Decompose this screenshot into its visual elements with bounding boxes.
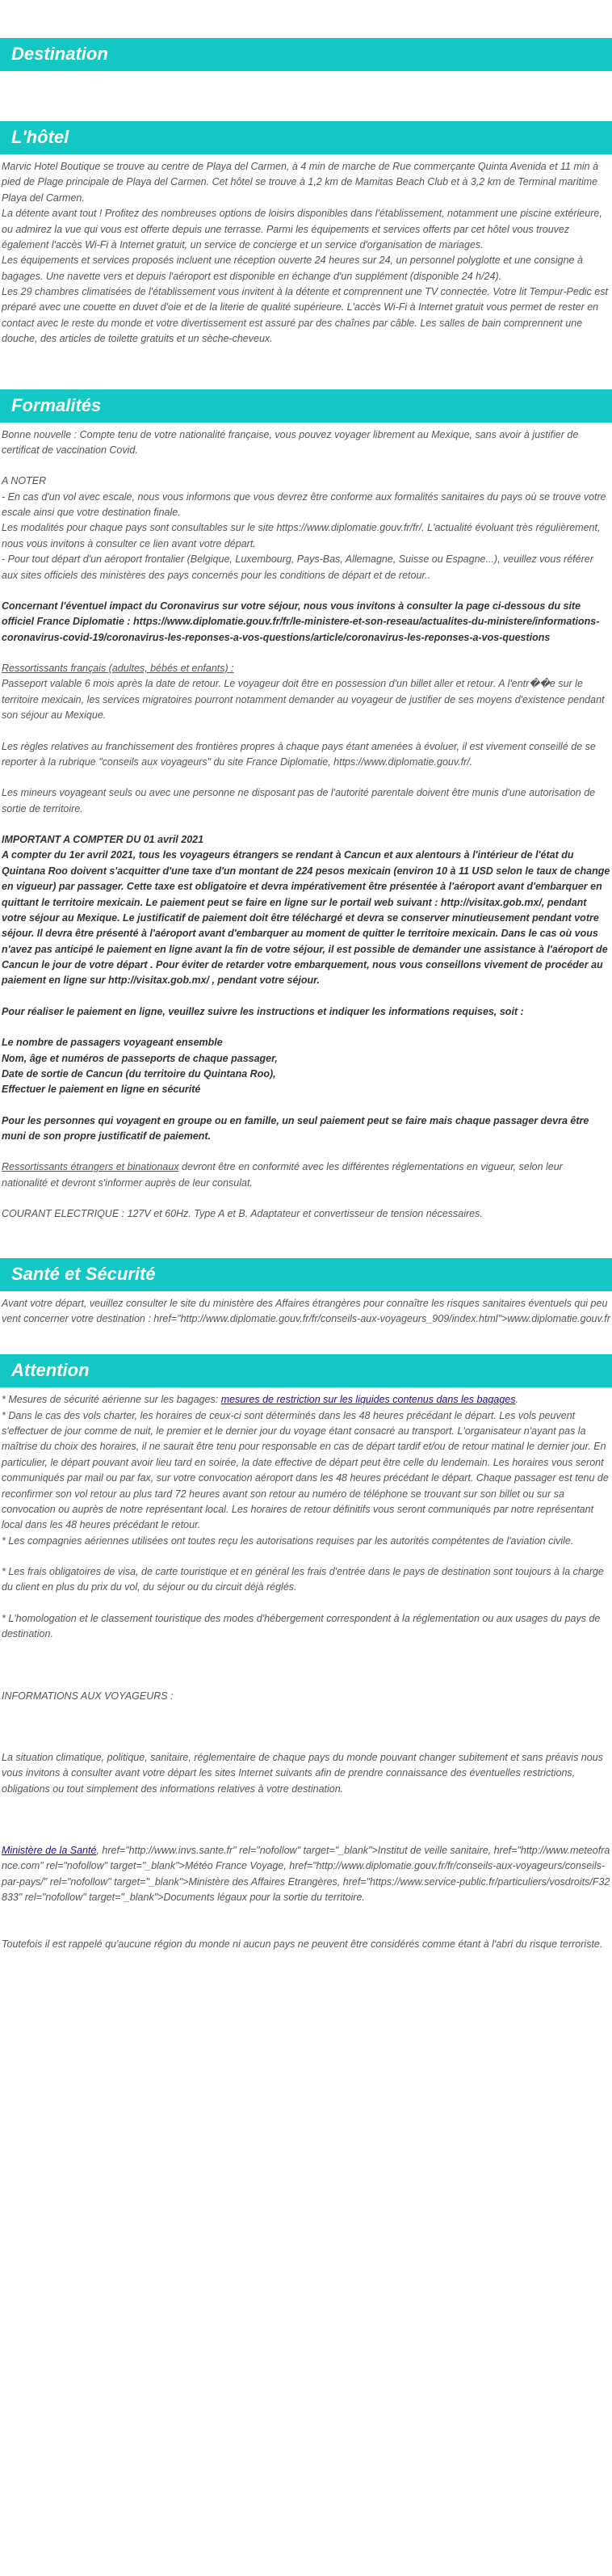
attention-content	[0, 1387, 612, 1960]
hotel-description	[0, 154, 612, 356]
anoter-title: A NOTER	[2, 475, 47, 487]
anoter-line: - Pour tout départ d'un aéroport frontalier (Belgique, Luxembourg, Pays-Bas, Allemagne, Suisse ou Espagne...), veuillez vous référer aux sites officiels des ministères des pays concernés pour les conditions de départ et de retour..	[2, 554, 593, 581]
destination-section	[0, 38, 612, 71]
liquides-link[interactable]: mesures de restriction sur les liquides contenus dans les bagages	[220, 1394, 516, 1406]
pour-realiser-text: Pour réaliser le paiement en ligne, veuillez suivre les instructions et indiquer les informations requises, soit :	[2, 1005, 524, 1017]
homologation-text: * L'homologation et le classement touristique des modes d'hébergement correspondent à la réglementation ou aux usages du pays de destination.	[2, 1612, 601, 1640]
requis-item: Nom, âge et numéros de passeports de chaque passager,	[2, 1052, 278, 1064]
formalites-content	[0, 423, 612, 1231]
situation-text: La situation climatique, politique, sanitaire, réglementaire de chaque pays du monde pouvant changer subitement et sans préavis nous vous invitons à consulter avant votre départ les sites Internet suivants afin de prendre connaissance des éventuelles restrictions, obligations ou tout simplement des informations relatives à votre destination.	[2, 1751, 603, 1795]
intro-text: Bonne nouvelle : Compte tenu de votre nationalité française, vous pouvez voyager librement au Mexique, sans avoir à justifier de certificat de vaccination Covid.	[2, 428, 579, 456]
regles-text: Les règles relatives au franchissement des frontières propres à chaque pays étant amenées à évoluer, il est vivement conseillé de se reporter à la rubrique "conseils aux voyageurs" du site France Diplomatie, https://www.diplomatie.gouv.fr/.	[2, 740, 596, 768]
courant-text: COURANT ELECTRIQUE : 127V et 60Hz. Type A et B. Adaptateur et convertisseur de tension nécessaires.	[2, 1208, 483, 1220]
etrangers-title: Ressortissants étrangers et binationaux	[2, 1161, 179, 1173]
etrangers-text: devront être en conformité avec les différentes réglementations en vigueur, selon leur nationalité et devront s'informer auprès de leur consulat.	[2, 1161, 563, 1189]
hotel-paragraph: Les 29 chambres climatisées de l'établissement vous invitent à la détente et comprennent une TV connectée. Votre lit Tempur-Pedic est préparé avec une couette en duvet d'oie et de la literie de qualité supérieure. L'accès Wi-Fi à Internet gratuit vous permet de rester en contact avec le reste du monde et votre divertissement est assuré par des chaînes par câble. Les salles de bain comprennent une douche, des articles de toilette gratuits et un sèche-cheveux.	[2, 286, 608, 345]
requis-item: Date de sortie de Cancun (du territoire du Quintana Roo),	[2, 1067, 276, 1080]
sante-section	[0, 1258, 612, 1336]
formalites-heading: Formalités	[0, 389, 612, 423]
anoter-line: Les modalités pour chaque pays sont consultables sur le site https://www.diplomatie.gouv.fr/fr/. L'actualité évoluant très régulièrement, nous vous invitons à consulter ce lien avant votre départ.	[2, 522, 601, 549]
hotel-section	[0, 121, 612, 356]
hotel-paragraph: Les équipements et services proposés incluent une réception ouverte 24 heures sur 24, un personnel polyglotte et une consigne à bagages. Une navette vers et depuis l'aéroport est disponible en échange d'un supplément (disponible 24 h/24).	[2, 255, 583, 282]
requis-item: Le nombre de passagers voyageant ensemble	[2, 1037, 223, 1049]
bagages-prefix: * Mesures de sécurité aérienne sur les bagages:	[2, 1394, 221, 1406]
frais-text: * Les frais obligatoires de visa, de carte touristique et en général les frais d'entrée dans le pays de destination sont toujours à la charge du client en plus du prix du vol, du séjour ou du circuit déjà réglés.	[2, 1566, 604, 1593]
destination-heading: Destination	[0, 38, 612, 71]
important-title: IMPORTANT A COMPTER DU 01 avril 2021	[2, 834, 204, 845]
groupe-text: Pour les personnes qui voyagent en groupe ou en famille, un seul paiement peut se faire mais chaque passager devra être muni de son propre justificatif de paiement.	[2, 1114, 589, 1142]
compagnies-text: * Les compagnies aériennes utilisées ont toutes reçu les autorisations requises par les autorités compétentes de l'aviation civile.	[2, 1534, 574, 1547]
toutefois-text: Toutefois il est rappelé qu'aucune région du monde ni aucun pays ne peuvent être considérés comme étant à l'abri du risque terroriste.	[2, 1938, 603, 1950]
sante-heading: Santé et Sécurité	[0, 1258, 612, 1291]
links-paragraph	[2, 1843, 610, 1906]
vols-text: * Dans le cas des vols charter, les horaires de ceux-ci sont déterminés dans les 48 heures précédant le départ. Les vols peuvent s'effectuer de jour comme de nuit, le premier et le dernier jour du voyage étant consacré au transport. L'organisateur n'ayant pas la maîtrise du choix des horaires, il ne saurait être tenu pour responsable en cas de départ tardif et/ou de retour matinal le dernier jour. En particulier, le départ pouvant avoir lieu tard en soirée, la date effective de départ peut être celle du lendemain. Les horaires vous seront communiqués par mail ou par fax, sur votre convocation aéroport dans les 48 heures précédant le départ. Chaque passager est tenu de reconfirmer son vol retour au plus tard 72 heures avant son retour au numéro de téléphone se trouvant sur son billet ou sur sa convocation ou auprès de notre représentant local. Les horaires de retour définitifs vous seront communiqués par notre représentant local dans les 48 heures précédant le retour.	[2, 1409, 609, 1531]
anoter-line: - En cas d'un vol avec escale, nous vous informons que vous devrez être conforme aux formalités sanitaires du pays où se trouve votre escale ainsi que votre destination finale.	[2, 490, 606, 518]
requis-item: Effectuer le paiement en ligne en sécurité	[2, 1084, 201, 1096]
important-text: A compter du 1er avril 2021, tous les voyageurs étrangers se rendant à Cancun et aux alentours à l'intérieur de l'état du Quintana Roo doivent s'acquitter d'une taxe d'un montant de 224 pesos mexicain (environ 10 à 11 USD selon le taux de change en vigueur) par passager. Cette taxe est obligatoire et devra impérativement être présentée à l'aéroport avant d'embarquer en quittant le territoire mexicain. Le paiement peut se faire en ligne sur le portail web suivant : http://visitax.gob.mx/, pendant votre séjour au Mexique. Le justificatif de paiement doit être téléchargé et devra se conserver minutieusement pendant votre séjour. Il devra être présenté à l'aéroport avant d'embarquer au moment de quitter le territoire mexicain. Dans le cas où vous n'avez pas anticipé le paiement en ligne avant la fin de votre séjour, il est possible de demander une assistance à l'aéroport de Cancun le jour de votre départ . Pour éviter de retarder votre embarquement, nous vous conseillons vivement de procéder au paiement en ligne sur http://visitax.gob.mx/ , pendant votre séjour.	[2, 849, 610, 987]
sante-text: Avant votre départ, veuillez consulter le site du ministère des Affaires étrangères pour connaître les risques sanitaires éventuels qui peuvent concerner votre destination : href="http://www.diplomatie.gouv.fr/fr/conseils-aux-voyageurs_909/index.html">www.diplomatie.gouv.fr	[2, 1297, 610, 1324]
hotel-paragraph: Marvic Hotel Boutique se trouve au centre de Playa del Carmen, à 4 min de marche de Rue commerçante Quinta Avenida et 11 min à pied de Plage principale de Playa del Carmen. Cet hôtel se trouve à 1,2 km de Mamitas Beach Club et à 3,2 km de Terminal maritime Playa del Carmen.	[2, 161, 599, 204]
attention-heading: Attention	[0, 1354, 612, 1387]
mineurs-text: Les mineurs voyageant seuls ou avec une personne ne disposant pas de l'autorité parentale doivent être munis d'une autorisation de sortie de territoire.	[2, 787, 596, 814]
covid-notice: Concernant l'éventuel impact du Coronavirus sur votre séjour, nous vous invitons à consulter la page ci-dessous du site officiel France Diplomatie : https://www.diplomatie.gouv.fr/fr/le-ministere-et-son-reseau/actualites-du-ministere/informations-coronavirus-covid-19/coronavirus-les-reponses-a-vos-questions/article/coronavirus-les-reponses-a-vos-questions	[2, 600, 600, 643]
passeport-text: Passeport valable 6 mois après la date de retour. Le voyageur doit être en possession d'un billet aller et retour. A l'entr��e sur le territoire mexicain, les services migratoires pourront notamment demander au voyageur de justifier de ses moyens d'existence pendant son séjour au Mexique.	[2, 678, 605, 722]
etrangers-paragraph	[2, 1160, 610, 1191]
hotel-paragraph: La détente avant tout ! Profitez des nombreuses options de loisirs disponibles dans l'établissement, notamment une piscine extérieure, ou admirez la vue qui vous est offerte depuis une terrasse. Parmi les équipements et services offerts par cet hôtel vous trouvez également l'accès Wi-Fi à Internet gratuit, un service de concierge et un service d'organisation de mariages.	[2, 208, 602, 250]
sante-content	[0, 1291, 612, 1336]
ressortissants-title: Ressortissants français (adultes, bébés et enfants) :	[2, 663, 234, 674]
infos-title: INFORMATIONS AUX VOYAGEURS :	[2, 1690, 174, 1702]
bagages-paragraph	[2, 1392, 610, 1408]
bagages-suffix: .	[515, 1394, 518, 1406]
hotel-heading: L'hôtel	[0, 121, 612, 154]
attention-section	[0, 1354, 612, 1960]
formalites-section	[0, 389, 612, 1231]
links-text: , href="http://www.invs.sante.fr" rel="nofollow" target="_blank">Institut de veille sanitaire, href="http://www.meteofrance.com" rel="nofollow" target="_blank">Météo France Voyage, href="http://www.diplomatie.gouv.fr/fr/conseils-aux-voyageurs/conseils-par-pays/" rel="nofollow" target="_blank">Ministère des Affaires Etrangères, href="https://www.service-public.fr/particuliers/vosdroits/F32833" rel="nofollow" target="_blank">Documents légaux pour la sortie du territoire.	[2, 1845, 610, 1904]
ministere-sante-link[interactable]: Ministère de la Santé	[2, 1845, 97, 1856]
